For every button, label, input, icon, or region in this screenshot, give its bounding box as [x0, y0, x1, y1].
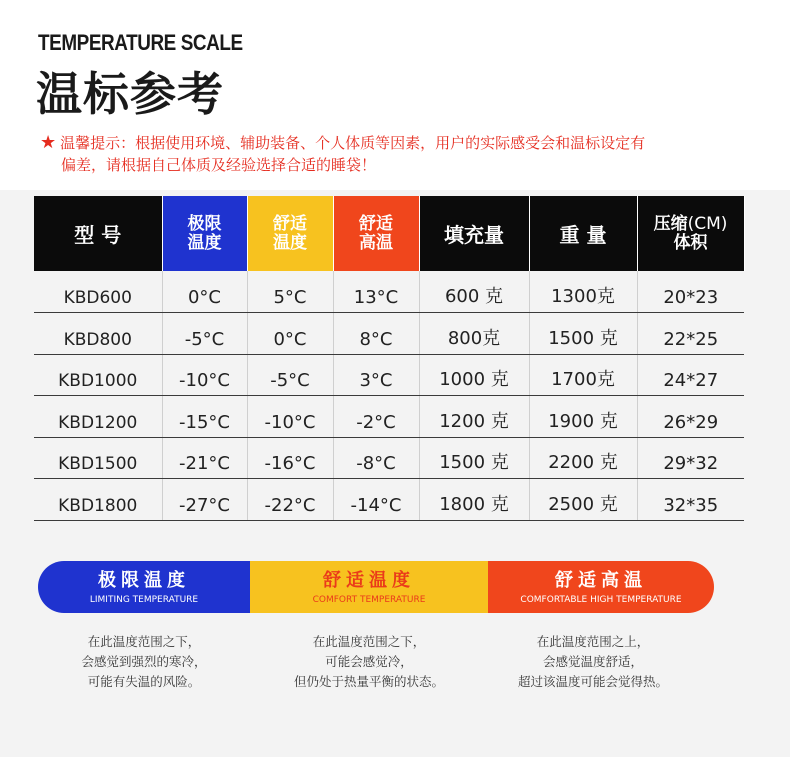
legend-limit-desc	[44, 632, 244, 692]
cell-limit-temp: -27°C	[162, 479, 247, 521]
header-comfort	[247, 196, 333, 271]
table-header-row	[34, 196, 744, 271]
cell-weight: 1300克	[529, 271, 637, 313]
header-high-l1: 舒适	[359, 213, 393, 234]
table-row	[34, 396, 744, 438]
table-row	[34, 313, 744, 355]
cell-fill: 1500 克	[419, 437, 529, 479]
legend-limit-en: LIMITING TEMPERATURE	[89, 595, 199, 605]
table-row	[34, 354, 744, 396]
desc-line: 在此温度范围之上，	[536, 634, 650, 649]
cell-limit-temp: -21°C	[162, 437, 247, 479]
cell-weight: 2200 克	[529, 437, 637, 479]
header-limit	[162, 196, 247, 271]
header-model: 型 号	[34, 196, 162, 271]
cell-volume: 26*29	[637, 396, 744, 438]
legend-comfort-en: COMFORT TEMPERATURE	[312, 595, 426, 605]
cell-volume: 24*27	[637, 354, 744, 396]
cell-high-temp: 8°C	[333, 313, 419, 355]
header-high	[333, 196, 419, 271]
desc-line: 在此温度范围之下，	[87, 634, 201, 649]
legend-high-en: COMFORTABLE HIGH TEMPERATURE	[520, 595, 682, 605]
desc-line: 但仍处于热量平衡的状态。	[293, 674, 444, 689]
tip-note	[40, 132, 760, 176]
cell-fill: 600 克	[419, 271, 529, 313]
cell-model: KBD600	[34, 271, 162, 313]
cell-fill: 1000 克	[419, 354, 529, 396]
tip-line-2: 偏差，请根据自己体质及经验选择合适的睡袋！	[61, 156, 377, 174]
table-body	[34, 271, 744, 520]
cell-model: KBD1000	[34, 354, 162, 396]
cell-comfort-temp: 5°C	[247, 271, 333, 313]
cell-fill: 800克	[419, 313, 529, 355]
table-row	[34, 437, 744, 479]
header-volume-unit: (CM)	[687, 213, 728, 234]
cell-comfort-temp: -5°C	[247, 354, 333, 396]
cell-limit-temp: -15°C	[162, 396, 247, 438]
legend-comfort	[250, 561, 488, 613]
desc-line: 超过该温度可能会觉得热。	[517, 674, 668, 689]
header-limit-l1: 极限	[187, 213, 222, 234]
header-high-l2: 高温	[359, 232, 393, 253]
legend-comfort-name: 舒适温度	[323, 570, 415, 591]
cell-weight: 1500 克	[529, 313, 637, 355]
legend-high-desc	[493, 632, 693, 692]
header-volume	[637, 196, 744, 271]
scale-title-en: TEMPERATURE SCALE	[38, 30, 243, 55]
table-row	[34, 271, 744, 313]
temperature-table	[34, 196, 745, 521]
legend-bar	[38, 561, 714, 613]
top-section	[0, 0, 790, 190]
header-volume-l1: 压缩	[653, 213, 688, 234]
cell-fill: 1200 克	[419, 396, 529, 438]
header-volume-l2: 体积	[673, 232, 708, 253]
legend-high-name: 舒适高温	[555, 570, 647, 591]
cell-volume: 29*32	[637, 437, 744, 479]
header-weight: 重 量	[529, 196, 637, 271]
cell-model: KBD800	[34, 313, 162, 355]
cell-high-temp: -2°C	[333, 396, 419, 438]
cell-weight: 1900 克	[529, 396, 637, 438]
desc-line: 可能有失温的风险。	[87, 674, 201, 689]
table-row	[34, 479, 744, 521]
cell-comfort-temp: -22°C	[247, 479, 333, 521]
desc-line: 可能会感觉冷，	[325, 654, 413, 669]
tip-line-1: 温馨提示：根据使用环境、辅助装备、个人体质等因素，用户的实际感受会和温标设定有	[60, 134, 646, 152]
header-comfort-l1: 舒适	[273, 213, 307, 234]
cell-volume: 20*23	[637, 271, 744, 313]
cell-weight: 1700克	[529, 354, 637, 396]
cell-model: KBD1800	[34, 479, 162, 521]
legend-limit	[38, 561, 250, 613]
desc-line: 会感觉到强烈的寒冷，	[81, 654, 207, 669]
cell-limit-temp: -5°C	[162, 313, 247, 355]
header-comfort-l2: 温度	[273, 232, 307, 253]
cell-limit-temp: -10°C	[162, 354, 247, 396]
header-limit-l2: 温度	[187, 232, 222, 253]
cell-high-temp: -14°C	[333, 479, 419, 521]
cell-weight: 2500 克	[529, 479, 637, 521]
legend-limit-name: 极限温度	[98, 570, 190, 591]
cell-volume: 22*25	[637, 313, 744, 355]
header-fill: 填充量	[419, 196, 529, 271]
cell-high-temp: 13°C	[333, 271, 419, 313]
cell-comfort-temp: 0°C	[247, 313, 333, 355]
cell-fill: 1800 克	[419, 479, 529, 521]
page-title: 温标参考	[36, 67, 224, 121]
cell-model: KBD1500	[34, 437, 162, 479]
cell-high-temp: 3°C	[333, 354, 419, 396]
desc-line: 会感觉温度舒适，	[542, 654, 643, 669]
cell-high-temp: -8°C	[333, 437, 419, 479]
legend-high	[488, 561, 714, 613]
cell-model: KBD1200	[34, 396, 162, 438]
cell-volume: 32*35	[637, 479, 744, 521]
cell-limit-temp: 0°C	[162, 271, 247, 313]
star-icon: ★	[40, 132, 57, 153]
legend-comfort-desc	[269, 632, 469, 692]
desc-line: 在此温度范围之下，	[312, 634, 426, 649]
cell-comfort-temp: -10°C	[247, 396, 333, 438]
cell-comfort-temp: -16°C	[247, 437, 333, 479]
